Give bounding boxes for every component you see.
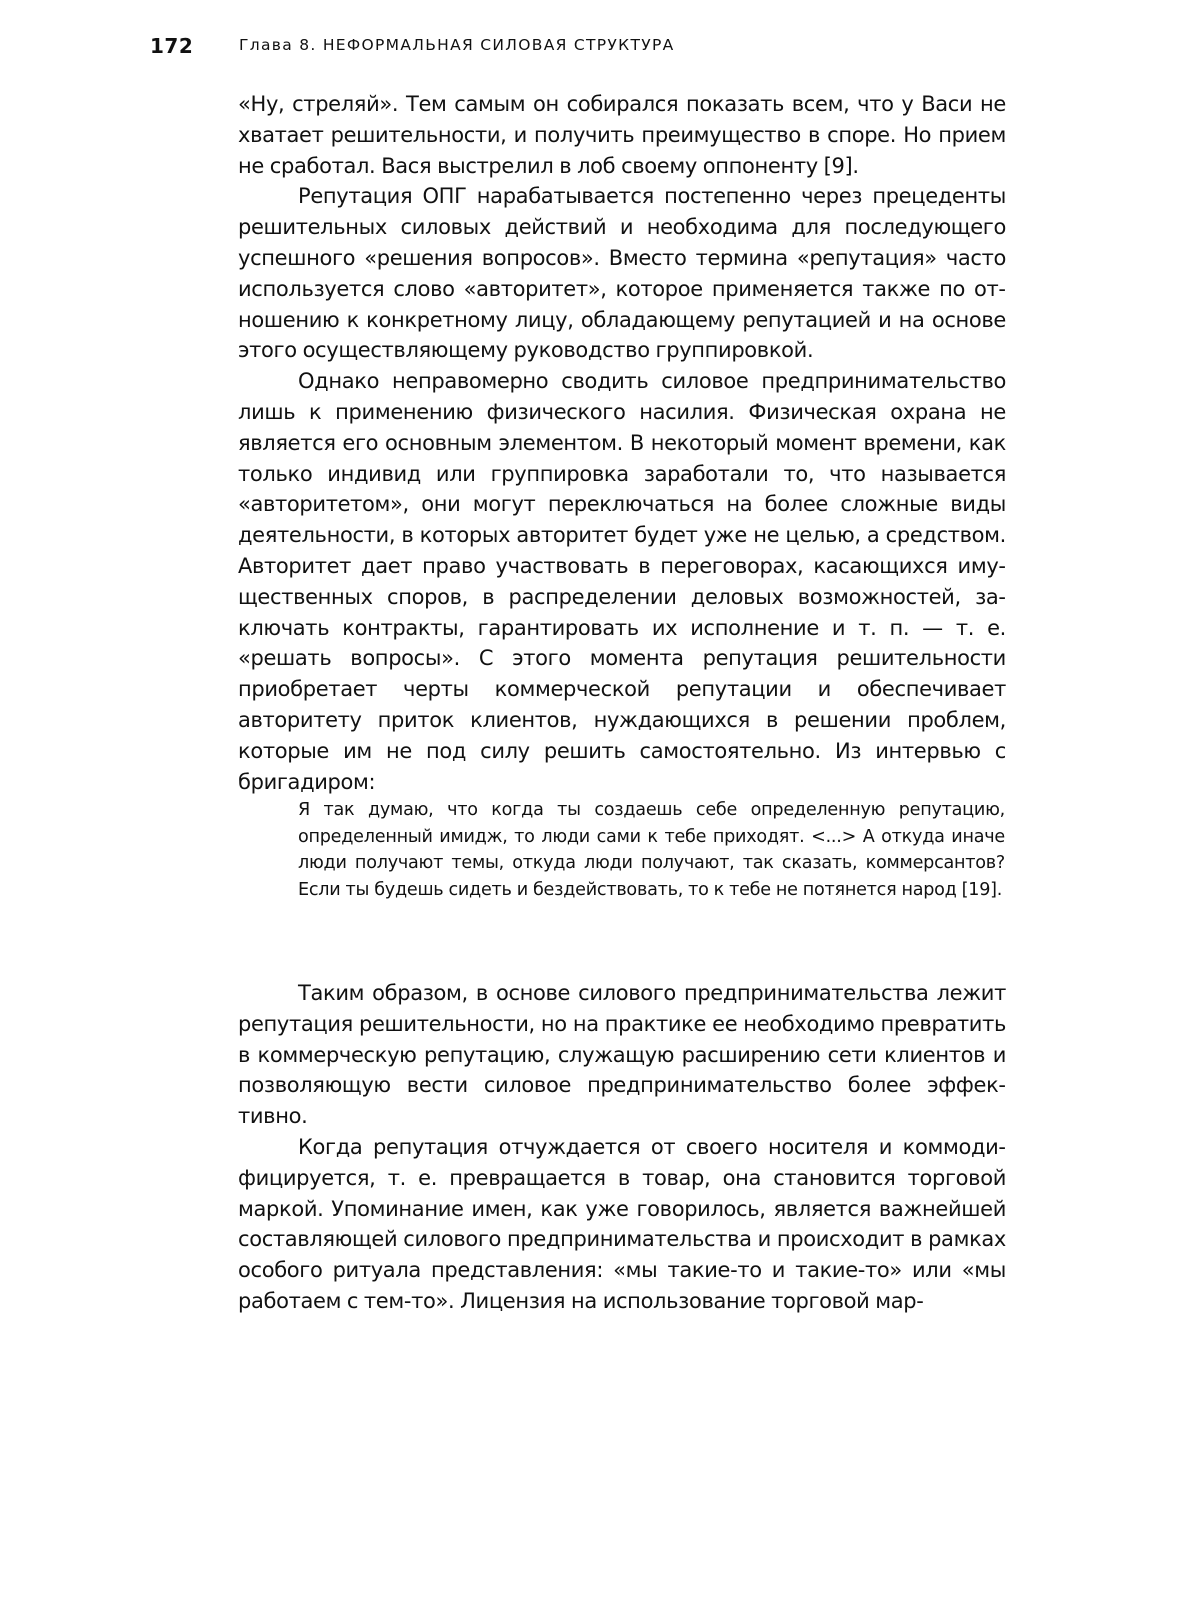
quote-text: Я так думаю, что когда ты создаешь себе определенную репутацию, определенный имидж, то люди сами к тебе приходят. <...> А откуда иначе люди получают темы, откуда люди получают, так сказать, коммерсантов? Если ты будешь сидеть и бездействовать, то к тебе не потянется народ [19].: [298, 800, 1005, 900]
chapter-title: Глава 8. НЕФОРМАЛЬНАЯ СИЛОВАЯ СТРУКТУРА: [239, 36, 675, 54]
page-number: 172: [150, 34, 194, 58]
paragraph-trademark: Когда репутация отчуждается от своего носителя и коммодифицируется, т. е. превращается в товар, она становится торговой маркой. Упоминание имен, как уже говорилось, является важнейшей составляющей силового предпринимательства и происходит в рамках особого ритуала представления: «мы такие-то и такие-то» или «мы работаем с тем-то». Лицензия на использование торговой мар-: [238, 1134, 1006, 1313]
running-head: [150, 34, 1010, 62]
paragraph-conclusion: Таким образом, в основе силового предпринимательства лежит репутация решительности, но на практике ее необходимо превратить в коммерческую репутацию, служащую расширению сети клиентов и позволяющую вести силовое предпринимательство более эффективно.: [238, 981, 1006, 1129]
paragraph-authority: Однако неправомерно сводить силовое предпринимательство лишь к применению физического насилия. Физическая охрана не является его основным элементом. В некоторый момент времени, как только индивид или группировка заработали то, что называется «авторитетом», они могут переключаться на более сложные виды деятельности, в которых авторитет будет уже не целью, а средством. Авторитет дает право участвовать в переговорах, касающихся имущественных споров, в распределении деловых возможностей, заключать контракты, гарантировать их исполнение и т. п. — т. е. «решать вопросы». С этого момента репутация решительности приобретает черты коммерческой репутации и обеспечивает авторитету приток клиентов, нуждающихся в решении проблем, которые им не под силу решить самостоятельно. Из интервью с бригадиром:: [238, 369, 1006, 794]
body-text-before-quote: [238, 89, 1006, 797]
paragraph-reputation: Репутация ОПГ нарабатывается постепенно через прецеденты решительных силовых действий и необходима для последующего успешного «решения вопросов». Вместо термина «репутация» часто используется слово «авторитет», которое применяется также по отношению к конкретному лицу, обладающему репутацией и на основе этого осуществляющему руководство группировкой.: [238, 184, 1006, 363]
body-text-after-quote: [238, 978, 1006, 1317]
paragraph-continuation: «Ну, стреляй». Тем самым он собирался показать всем, что у Васи не хватает решительности, и получить преимущество в споре. Но прием не сработал. Вася выстрелил в лоб своему оппоненту [9].: [238, 92, 1006, 178]
interview-quote: [298, 797, 1005, 903]
